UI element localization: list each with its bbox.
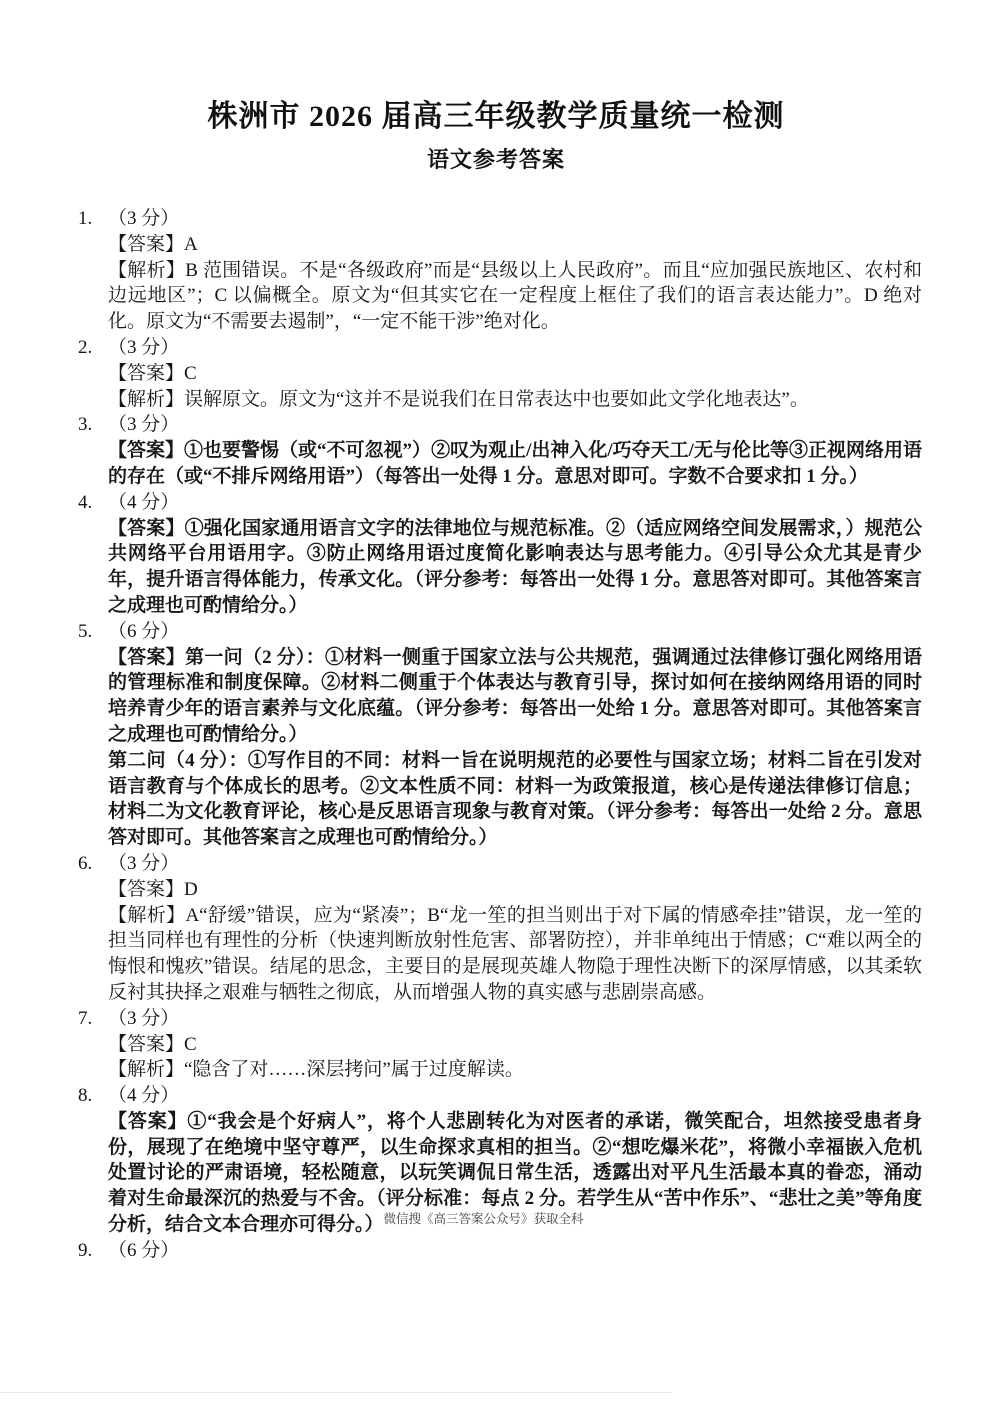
answer-block: 【答案】C: [108, 362, 197, 384]
answer-block: 【答案】①也要警惕（或“不可忽视”）②叹为观止/出神入化/巧夺天工/无与伦比等③正视网络用语的存在（或“不排斥网络用语”）（每答出一处得 1 分。意思对即可。字数不合要求扣 1 分。）: [108, 440, 922, 487]
answer-text: 【答案】①“我会是个好病人”，将个人悲剧转化为对医者的承诺，微笑配合，坦然接受患者身份，展现了在绝境中坚守尊严，以生命探求真相的担当。②“想吃爆米花”，将微小幸福嵌入危机处置讨论的严肃语境，轻松随意，以玩笑调侃日常生活，透露出对平凡生活最本真的眷恋，涌动着对生命最深沉的热爱与不舍。（评分标准：每点 2 分。若学生从“苦中作乐”、“悲壮之美”等角度分析，结合文本合理亦可得分。）: [108, 1110, 922, 1236]
question-score: （6 分）: [108, 1239, 180, 1261]
answer-item-4: [78, 490, 922, 619]
answer-item-5: [78, 619, 922, 851]
question-number: 1.: [78, 208, 93, 229]
answer-block: [108, 1109, 922, 1238]
page-subtitle: 语文参考答案: [426, 147, 565, 172]
answer-block: 【答案】C: [108, 1033, 197, 1055]
question-score: （3 分）: [108, 852, 180, 874]
answer-item-3: [78, 412, 922, 489]
scan-edge-line: [0, 1392, 672, 1393]
question-number: 9.: [78, 1239, 93, 1261]
question-number: 3.: [78, 414, 93, 436]
answer-block: 【答案】①强化国家通用语言文字的法律地位与规范标准。②（适应网络空间发展需求，）规范公共网络平台用语用字。③防止网络用语过度简化影响表达与思考能力。④引导公众尤其是青少年，提升语言得体能力，传承文化。（评分参考：每答出一处得 1 分。意思答对即可。其他答案言之成理也可酌情给分。）: [108, 517, 922, 616]
question-score: （4 分）: [108, 491, 180, 513]
analysis-block: 【解析】误解原文。原文为“这并不是说我们在日常表达中也要如此文学化地表达”。: [108, 388, 809, 410]
question-number: 6.: [78, 852, 93, 874]
page-title: 株洲市 2026 届高三年级教学质量统一检测: [207, 100, 785, 133]
question-number: 8.: [78, 1085, 93, 1107]
analysis-block: 【解析】A“舒缓”错误，应为“紧凑”；B“龙一笙的担当则出于对下属的情感牵挂”错误，龙一笙的担当同样也有理性的分析（快速判断放射性危害、部署防控），并非单纯出于情感；C“难以两全的悔恨和愧疚”错误。结尾的思念，主要目的是展现英雄人物隐于理性决断下的深厚情感，以其柔软反衬其抉择之艰难与牺牲之彻底，从而增强人物的真实感与悲剧崇高感。: [108, 904, 922, 1003]
answer-block-part2: 第二问（4 分）：①写作目的不同：材料一旨在说明规范的必要性与国家立场；材料二旨在引发对语言教育与个体成长的思考。②文本性质不同：材料一为政策报道，核心是传递法律修订信息；材料二为文化教育评论，核心是反思语言现象与教育对策。（评分参考：每答出一处给 2 分。意思答对即可。其他答案言之成理也可酌情给分。）: [108, 749, 922, 849]
answer-list: [78, 206, 922, 1264]
question-score: （3 分）: [108, 208, 180, 229]
question-number: 2.: [78, 336, 93, 358]
answer-item-6: [78, 851, 922, 1006]
analysis-block: 【解析】“隐含了对……深层拷问”属于过度解读。: [108, 1059, 524, 1081]
question-number: 7.: [78, 1007, 93, 1029]
answer-item-2: [78, 335, 922, 412]
question-score: （3 分）: [108, 336, 180, 358]
question-number: 5.: [78, 620, 93, 642]
answer-item-8: [78, 1083, 922, 1238]
question-score: （4 分）: [108, 1085, 180, 1107]
question-score: （3 分）: [108, 1007, 180, 1029]
answer-item-7: [78, 1006, 922, 1083]
answer-item-1: [78, 206, 922, 335]
answer-block: 【答案】D: [108, 878, 198, 900]
answer-block: 【答案】A: [108, 233, 198, 255]
answer-block-part1: 【答案】第一问（2 分）：①材料一侧重于国家立法与公共规范，强调通过法律修订强化网络用语的管理标准和制度保障。②材料二侧重于个体表达与教育引导，探讨如何在接纳网络用语的同时培养青少年的语言素养与文化底蕴。（评分参考：每答出一处给 1 分。意思答对即可。其他答案言之成理也可酌情给分。）: [108, 646, 922, 745]
question-number: 4.: [78, 491, 93, 513]
analysis-block: 【解析】B 范围错误。不是“各级政府”而是“县级以上人民政府”。而且“应加强民族地区、农村和边远地区”；C 以偏概全。原文为“但其实它在一定程度上框住了我们的语言表达能力”。D 绝对化。原文为“不需要去遏制”，“一定不能干涉”绝对化。: [108, 259, 922, 333]
question-score: （3 分）: [108, 414, 180, 436]
question-score: （6 分）: [108, 620, 180, 642]
watermark-note: 微信搜《高三答案公众号》获取全科: [383, 1212, 584, 1227]
answer-item-9: [78, 1238, 922, 1264]
